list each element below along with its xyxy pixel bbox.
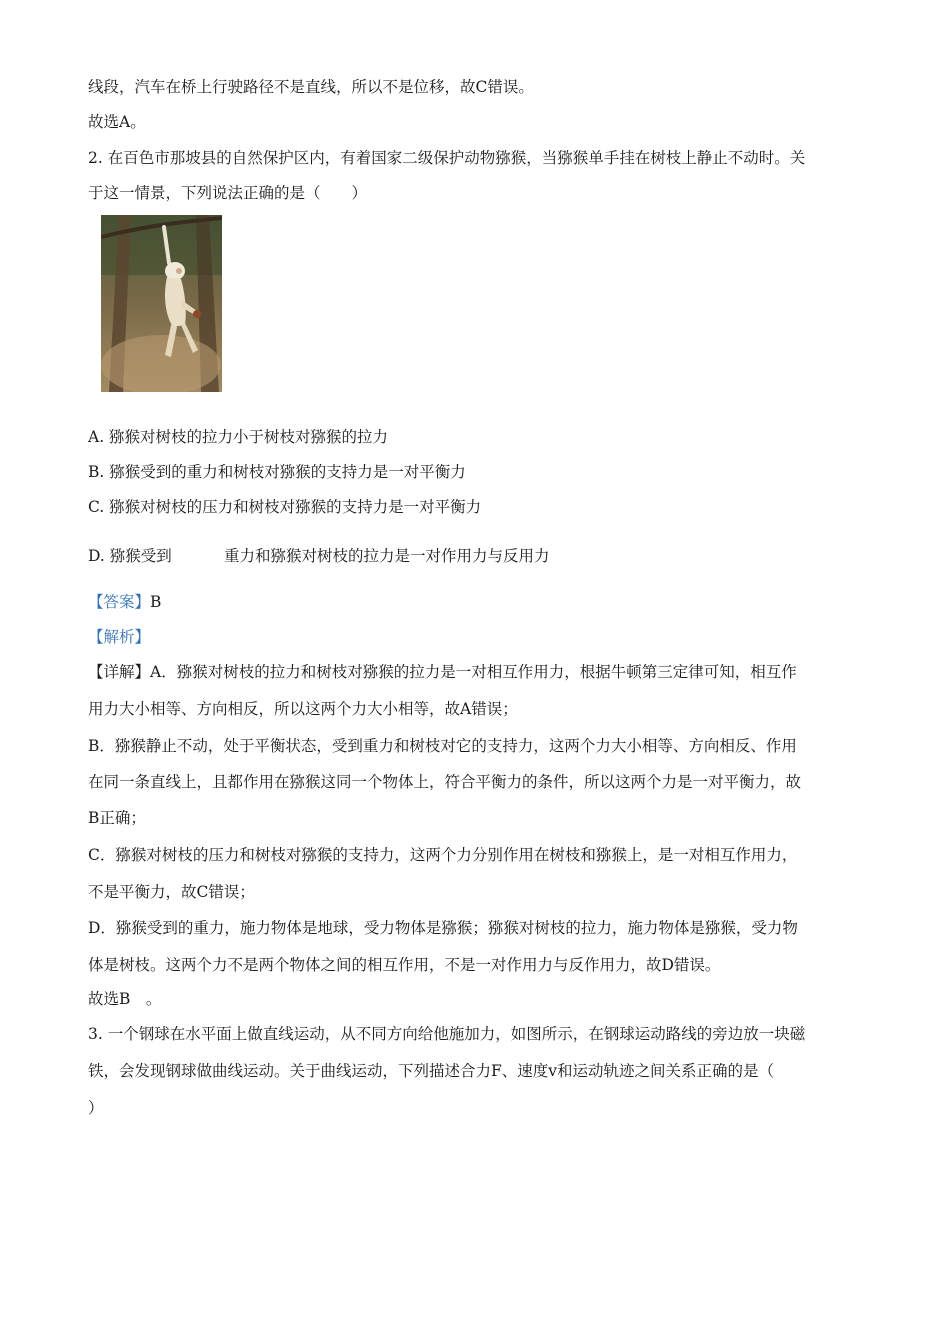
option-d-part1: D. 猕猴受到 [88,547,172,565]
detail-line: 体是树枝。这两个力不是两个物体之间的相互作用，不是一对作用力与反作用力，故D错误。 [88,956,721,974]
option-d-part2: 重力和猕猴对树枝的拉力是一对作用力与反用力 [224,547,550,565]
text-line: 故选A。 [88,113,146,131]
detail-line: 在同一条直线上，且都作用在猕猴这同一个物体上，符合平衡力的条件，所以这两个力是一对平衡力，故 [88,773,802,791]
option-b: B. 猕猴受到的重力和树枝对猕猴的支持力是一对平衡力 [88,463,466,481]
text-line: 线段，汽车在桥上行驶路径不是直线，所以不是位移，故C错误。 [88,78,534,96]
question-2-stem-cont: 于这一情景，下列说法正确的是（ ） [88,184,368,202]
answer-line [88,591,161,613]
detail-line: 【详解】A．猕猴对树枝的拉力和树枝对猕猴的拉力是一对相互作用力，根据牛顿第三定律可知，相互作 [88,663,797,681]
option-c: C. 猕猴对树枝的压力和树枝对猕猴的支持力是一对平衡力 [88,498,482,516]
question-3-stem: 3. 一个钢球在水平面上做直线运动，从不同方向给他施加力，如图所示，在钢球运动路线的旁边放一块磁 [88,1025,806,1043]
detail-line: B正确； [88,809,146,827]
detail-line: 用力大小相等、方向相反，所以这两个力大小相等，故A错误； [88,700,518,718]
detail-line: 故选B 。 [88,990,162,1008]
monkey-photo [101,215,222,392]
option-a: A. 猕猴对树枝的拉力小于树枝对猕猴的拉力 [88,428,389,446]
detail-line: D．猕猴受到的重力，施力物体是地球，受力物体是猕猴；猕猴对树枝的拉力，施力物体是猕猴，受力物 [88,919,798,937]
analysis-tag: 【解析】 [88,628,151,646]
question-3-stem-end: ） [88,1099,104,1117]
answer-tag: 【答案】 [88,593,151,611]
question-2-stem: 2. 在百色市那坡县的自然保护区内，有着国家二级保护动物猕猴，当猕猴单手挂在树枝上静止不动时。关 [88,149,806,167]
detail-line: 不是平衡力，故C错误； [88,883,255,901]
detail-line: B．猕猴静止不动，处于平衡状态，受到重力和树枝对它的支持力，这两个力大小相等、方向相反、作用 [88,737,797,755]
answer-value: B [150,593,162,611]
monkey-hanging-image [101,215,222,392]
detail-line: C．猕猴对树枝的压力和树枝对猕猴的支持力，这两个力分别作用在树枝和猕猴上，是一对相互作用力， [88,846,798,864]
question-3-stem-cont: 铁，会发现钢球做曲线运动。关于曲线运动，下列描述合力F、速度v和运动轨迹之间关系正确的是（ [88,1062,775,1080]
